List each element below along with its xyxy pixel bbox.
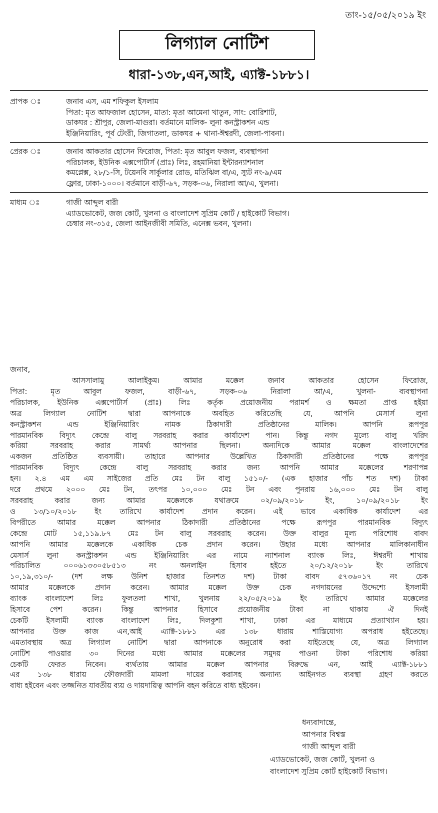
divider-top [10, 90, 428, 91]
body-line: দরে প্রথমে ২০০০ মেঃ টন, তৎপর ১০,০০০ মেঃ টন এবং পুনরায় ১৬,০০০ মেঃ টন বালু [10, 485, 428, 495]
body-line: ব্যাংক বাংলাদেশ লিঃ ফুলতলা শাখা, খুলনায় ২২/০৫/২০১৯ ইং তারিখে আমার মক্কেলের [10, 594, 428, 604]
greeting: জনাব, [10, 365, 31, 374]
notice-body [10, 376, 428, 692]
signatory-line: বাংলাদেশ সুপ্রিম কোর্ট হাইকোর্ট বিভাগ। [270, 766, 388, 776]
body-line: সরবরাহ করার জন্য আমার মক্কেলকে যথাক্রমে ০২/০৯/২০১৮ ইং, ১০/০৯/২০১৮ ইং [10, 495, 428, 505]
body-line: এর ১৩৮ ধারায় ফৌজদারী মামলা দায়ের করাসহ অন্যান্য আইনগত ব্যবস্থা গ্রহণ করতে [10, 670, 428, 680]
recipient-label: প্রাপক ঃ [10, 97, 41, 106]
body-line: বাধ্য হইবেন এবং তজ্জনিত যাবতীয় ব্যয় ও দায়দায়িত্ব আপনি বহন করিতে বাধ্য হইবেন। [10, 681, 261, 691]
sender-line: পরিচালক, ইউনিক এক্সপোর্টার্স (প্রাঃ) লিঃ, রহমানিয়া ইন্টারন্যাশনাল [66, 157, 264, 167]
recipient-line: পিতা: মৃত আফজাল হোসেন, মাতা: মৃতা আমেনা খাতুন, সাং: বোরিশাট, [66, 107, 277, 117]
sender-line: ফ্লোর, ঢাকা-১০০০। বর্তমানে বাড়ী-৬৭, সড়ক-০৬, নিরালা আ/এ, খুলনা। [66, 178, 279, 188]
divider-recipient [10, 142, 428, 143]
body-line: আমার মক্কেলকে প্রদান করেন। আমার মক্কেল উক্ত চেক নগদায়নের উদ্দেশ্যে ইসলামী [10, 583, 428, 593]
sender-line: কমপ্লেক্স, ২৮/১-সি, টয়েনবি সার্কুলার রোড, মতিঝিল বা/এ, স্যুট নং-৯/এম [66, 168, 282, 178]
via-label: মাধ্যম ঃ [10, 198, 40, 207]
body-line: ১০,১৯,৩১০/- (দশ লক্ষ উনিশ হাজার তিনশত দশ) টাকা বাবদ ৫৭৩৬০১৭ নং চেক [10, 572, 428, 582]
body-line: পিতা: মৃত আবুল ফজল, বাড়ী-৬৭, সড়ক-০৬ নিরালা আ/এ, খুলনা- ব্যবস্থাপনা [10, 386, 428, 396]
body-line: মেসার্স লুনা কনস্ট্রাকশন এন্ড ইঞ্জিনিয়ারিং এর নামে ন্যাশনাল ব্যাংক লিঃ, ঈশ্বরদী শাখায় [10, 550, 428, 560]
body-line: আপনার উক্ত কাজ এন,আই এ্যাক্ট-১৮৮১ এর ১৩৮ ধারায় শাস্তিযোগ্য অপরাধ হইতেছে। [10, 626, 428, 636]
body-line: কেন্দ্রে মোট ১৫,১১৯.৮৭ মেঃ টন বালু সরবরাহ করেন। উক্ত বালুর মূল্য পরিশোধ বাবদ [10, 528, 428, 538]
notice-title: লিগ্যাল নোটিশ [119, 30, 315, 60]
body-line: কনস্ট্রাকশন এন্ড ইঞ্জিনিয়ারিং নামক ঠিকাদারী প্রতিষ্ঠানের মালিক। আপনি রূপপুর [10, 419, 428, 429]
signature-block [270, 717, 432, 778]
body-line: পারমানবিক বিদ্যুৎ কেন্দ্রে বালু সরবরাহ করার কার্যাদেশ পান। কিন্তু নগদ মূল্যে বালু খরিদ [10, 430, 428, 440]
notice-date: তাং-১৫/০৫/২০১৯ ইং [345, 11, 426, 21]
via-line: এ্যাডভোকেট, জজ কোর্ট, খুলনা ও বাংলাদেশ সুপ্রিম কোর্ট / হাইকোর্ট বিভাগ। [66, 208, 290, 218]
recipient-name: জনাব এস, এম শফিকুল ইসলাম [66, 97, 159, 106]
body-line: পারমানবিক বিদ্যুৎ কেন্দ্রে বালু সরবরাহ করার জন্য আপনি আমার মক্কেলের শরণাপন্ন [10, 463, 428, 473]
notice-subtitle: ধারা-১৩৮,এন,আই, এ্যাক্ট-১৮৮১। [128, 68, 310, 83]
body-line: একজন প্রতিষ্ঠিত ব্যবসায়ী। তাহারে আপনার উল্লেখিত ঠিকাদারী প্রতিষ্ঠানের পক্ষে রূপপুর [10, 452, 428, 462]
body-line: নোটিশ পাওয়ার ৩০ দিনের মধ্যে আমার মক্কেলের সমুদয় পাওনা টাকা পরিশোধ করিয়া [10, 648, 428, 658]
body-line: চেকটি ফেরত নিবেন। ব্যর্থতায় আমার মক্কেল আপনার বিরুদ্ধে এন, আই এ্যাক্ট-১৮৮১ [10, 659, 428, 669]
closing-line: ধন্যবাদান্তে, [302, 718, 337, 727]
body-line: হিসাবে পেশ করেন। কিন্তু আপনার হিসাবে প্রয়োজনীয় টাকা না থাকায় ঐ দিনই [10, 605, 428, 615]
via-name: গাজী আব্দুল বারী [66, 198, 119, 207]
body-line: পরিচালিত ০০০৬১৩৩০৫৮৫১৩ নং অনলাইন হিসাব হইতে ২০/১২/২০১৮ ইং তারিখে [10, 561, 428, 571]
body-line: আসসালামু আলাইকুম। আমার মক্কেল জনাব আকতার হোসেন ফিরোজ, [72, 376, 428, 385]
divider-sender [10, 192, 428, 193]
body-line: এমতাবস্থায় অত্র লিগ্যাল নোটিশ দ্বারা আপনাকে অনুরোধ করা যাইতেছে যে, অত্র লিগ্যাল [10, 637, 428, 647]
sender-line: জনাব আকতার হোসেন ফিরোজ, পিতা: মৃত আবুল ফজল, ব্যবস্থাপনা [66, 147, 269, 156]
body-line: করিয়া সরবরাহ করার সামর্থ্য আপনার ছিলনা। অন্যদিকে আমার মক্কেল বাংলাদেশের [10, 441, 428, 451]
recipient-line: ডাকঘর : শ্রীপুর, জেলা-মাগুরা। বর্তমানে মালিক- লুনা কনস্ট্রাকশন এন্ড [66, 118, 270, 128]
signatory-line: গাজী আব্দুল বারী [302, 742, 356, 752]
recipient-line: ইঞ্জিনিয়ারিং, পূর্ব টেংরী, জিগাতলা, ডাকঘর + থানা-ঈশ্বরদী, জেলা-পাবনা। [66, 128, 285, 138]
signatory-line: এ্যাডভোকেট, জজ কোর্ট, খুলনা ও [270, 754, 375, 764]
body-line: হন। ২.৪ এম এম সাইজের প্রতি মেঃ টন বালু ১৫১০/- (এক হাজার পাঁচ শত দশ) টাকা [10, 474, 428, 484]
body-line: ও ১৩/১০/২০১৮ ইং তারিখে কার্যাদেশ প্রদান করেন। এই ভাবে একাধিক কার্যাদেশ এর [10, 506, 428, 516]
body-line: আপনি আমার মক্কেলকে একাধিক চেক প্রদান করেন। উহার মধ্যে আপনার মালিকানাধীন [10, 539, 428, 549]
closing-line: আপনার বিশ্বস্ত [302, 730, 346, 740]
body-line: চেকটি ইসলামী ব্যাংক বাংলাদেশ লিঃ, দিলকুশা শাখা, ঢাকা এর মাধ্যমে প্রত্যাখ্যান হয়। [10, 615, 428, 625]
via-line: চেম্বার নং-৩১৫, জেলা আইনজীবী সমিতি, এনেক্স ভবন, খুলনা। [66, 219, 252, 229]
body-line: পরিচালক, ইউনিক এক্সপোর্টার্স (প্রাঃ) লিঃ কর্তৃক প্রয়োজনীয় পরামর্শ ও ক্ষমতা প্রাপ্ত হইয়া [10, 397, 428, 407]
body-line: বিপরীতে আমার মক্কেল আপনার ঠিকাদারী প্রতিষ্ঠানের পক্ষে রূপপুর পারমানবিক বিদ্যুৎ [10, 517, 428, 527]
sender-label: প্রেরক ঃ [10, 147, 41, 156]
body-line: অত্র লিগ্যাল নোটিশ দ্বারা আপনাকে অবহিত করিতেছি যে, আপনি মেসার্স লুনা [10, 408, 428, 418]
